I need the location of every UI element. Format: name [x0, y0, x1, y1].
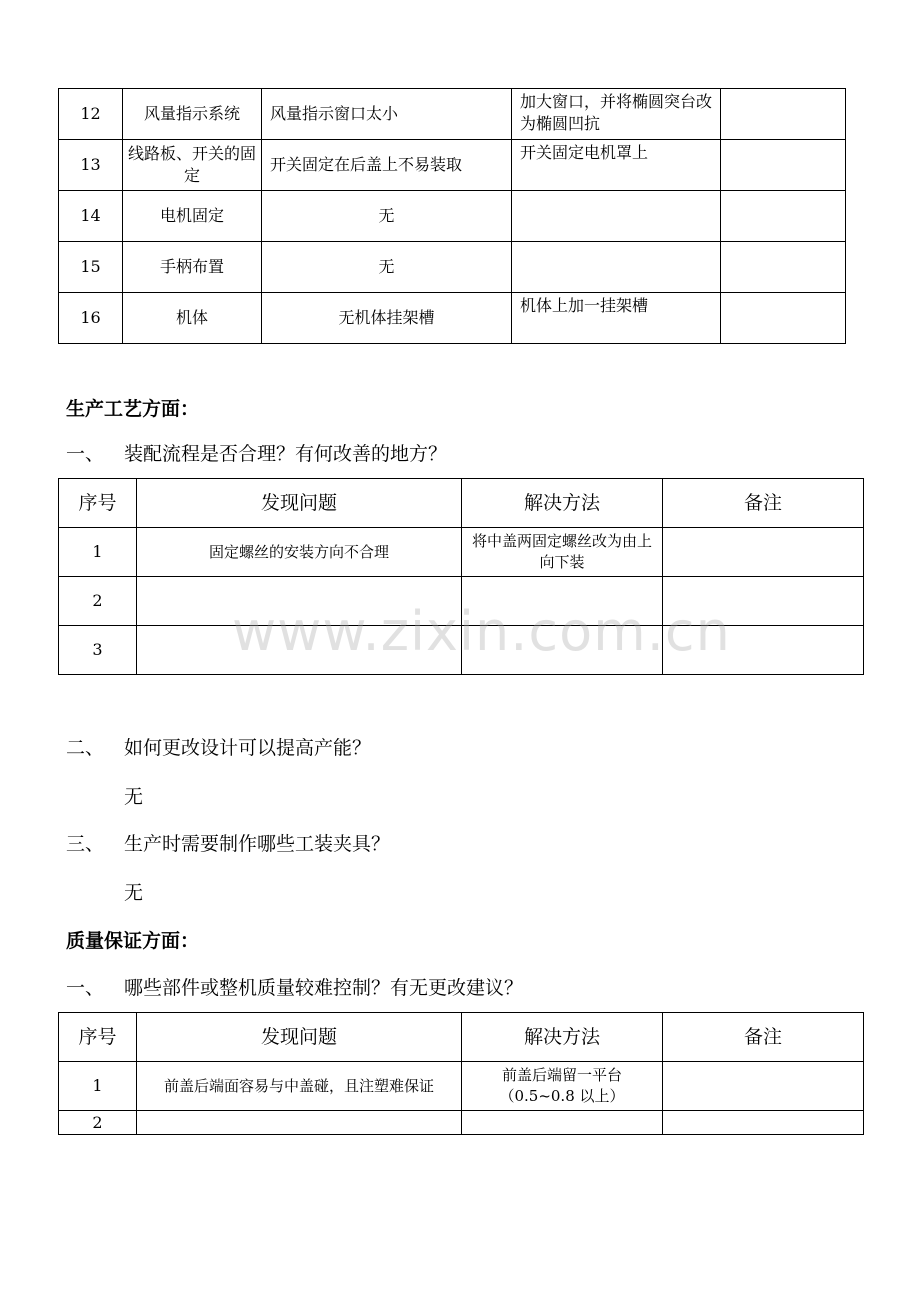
question-number: 一、	[66, 443, 105, 465]
solution-cell: 加大窗口，并将椭圆突台改为椭圆凹抗	[512, 89, 721, 140]
quality-section-title: 质量保证方面：	[66, 930, 200, 952]
table-row	[59, 242, 846, 293]
row-number: 13	[59, 140, 123, 191]
production-section-title: 生产工艺方面：	[66, 398, 200, 420]
problem-cell: 固定螺丝的安装方向不合理	[137, 528, 462, 577]
row-number: 2	[59, 577, 137, 626]
solution-cell: 前盖后端留一平台（0.5~0.8 以上）	[462, 1062, 663, 1111]
note-cell	[721, 242, 846, 293]
row-number: 14	[59, 191, 123, 242]
header-number: 序号	[59, 479, 137, 528]
table-header-row	[59, 479, 864, 528]
row-number: 3	[59, 626, 137, 675]
production-question-3	[66, 831, 390, 857]
part-name: 电机固定	[123, 191, 262, 242]
note-cell	[721, 89, 846, 140]
note-cell	[663, 1062, 864, 1111]
problem-cell: 无机体挂架槽	[262, 293, 512, 344]
header-problem: 发现问题	[137, 479, 462, 528]
header-note: 备注	[663, 479, 864, 528]
table-row	[59, 1062, 864, 1111]
table-row	[59, 191, 846, 242]
header-problem: 发现问题	[137, 1013, 462, 1062]
note-cell	[721, 140, 846, 191]
part-name: 风量指示系统	[123, 89, 262, 140]
row-number: 15	[59, 242, 123, 293]
header-note: 备注	[663, 1013, 864, 1062]
production-question-1	[66, 441, 447, 467]
row-number: 1	[59, 528, 137, 577]
solution-cell	[462, 1111, 663, 1135]
problem-cell: 开关固定在后盖上不易装取	[262, 140, 512, 191]
note-cell	[721, 293, 846, 344]
production-question-2	[66, 735, 371, 761]
row-number: 2	[59, 1111, 137, 1135]
quality-issues-table	[58, 1012, 864, 1135]
row-number: 16	[59, 293, 123, 344]
table-row	[59, 528, 864, 577]
part-name: 手柄布置	[123, 242, 262, 293]
solution-cell	[512, 242, 721, 293]
table-header-row	[59, 1013, 864, 1062]
note-cell	[721, 191, 846, 242]
problem-cell: 无	[262, 242, 512, 293]
header-solution: 解决方法	[462, 479, 663, 528]
solution-cell: 开关固定电机罩上	[512, 140, 721, 191]
part-name: 机体	[123, 293, 262, 344]
problem-cell: 无	[262, 191, 512, 242]
row-number: 1	[59, 1062, 137, 1111]
note-cell	[663, 1111, 864, 1135]
question-text: 生产时需要制作哪些工装夹具？	[124, 833, 391, 855]
production-answer-3: 无	[124, 882, 144, 904]
header-number: 序号	[59, 1013, 137, 1062]
production-answer-2: 无	[124, 786, 144, 808]
table-row	[59, 89, 846, 140]
table-row	[59, 293, 846, 344]
problem-cell: 风量指示窗口太小	[262, 89, 512, 140]
question-number: 二、	[66, 737, 105, 759]
note-cell	[663, 528, 864, 577]
solution-cell: 将中盖两固定螺丝改为由上向下装	[462, 528, 663, 577]
problem-cell: 前盖后端面容易与中盖碰，且注塑难保证	[137, 1062, 462, 1111]
solution-cell	[512, 191, 721, 242]
part-name: 线路板、开关的固定	[123, 140, 262, 191]
solution-cell: 机体上加一挂架槽	[512, 293, 721, 344]
watermark: www.zixin.com.cn	[232, 600, 731, 663]
question-text: 如何更改设计可以提高产能？	[124, 737, 372, 759]
problem-cell	[137, 1111, 462, 1135]
table-row	[59, 1111, 864, 1135]
header-solution: 解决方法	[462, 1013, 663, 1062]
row-number: 12	[59, 89, 123, 140]
question-text: 装配流程是否合理？有何改善的地方？	[124, 443, 448, 465]
question-number: 三、	[66, 833, 105, 855]
design-review-table	[58, 88, 846, 344]
quality-question-1	[66, 975, 523, 1001]
question-number: 一、	[66, 977, 105, 999]
question-text: 哪些部件或整机质量较难控制？有无更改建议？	[124, 977, 524, 999]
table-row	[59, 140, 846, 191]
